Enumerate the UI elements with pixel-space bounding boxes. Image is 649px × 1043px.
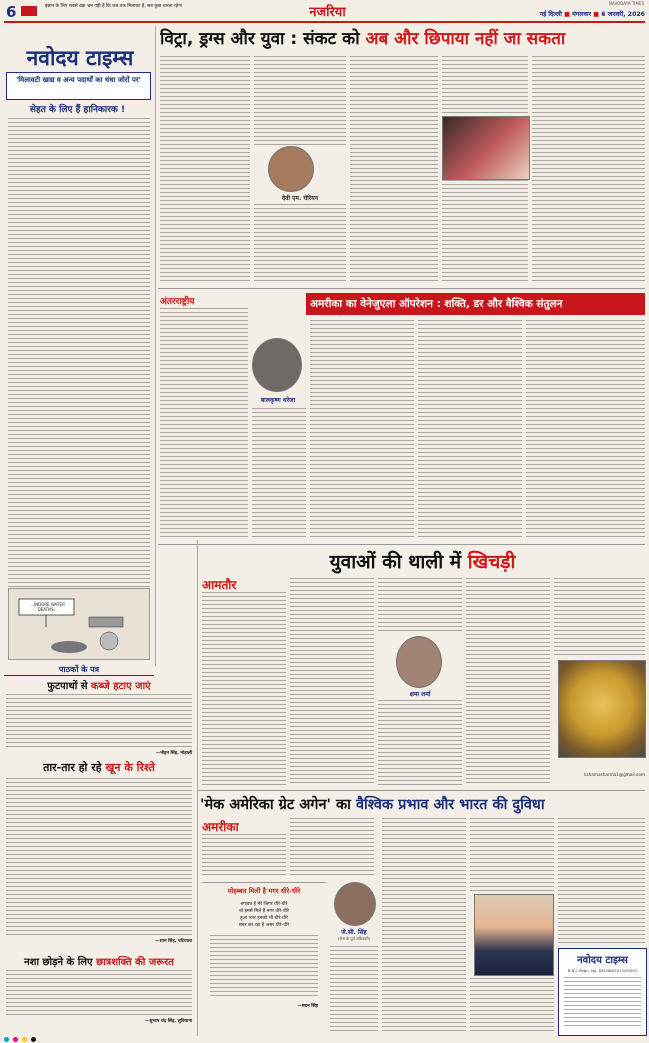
letter-1-body [6, 694, 192, 748]
imprint-brand: नवोदय टाइम्स [577, 955, 628, 966]
venezuela-body-col-1 [160, 308, 248, 540]
letter-1-signature: —मोहन सिंह, मोहाली [155, 751, 192, 756]
letter-2-body [6, 778, 192, 936]
letters-title: पाठकों के पत्र [4, 664, 154, 676]
letter-1-head-red: कब्जे हटाए जाएं [91, 681, 151, 692]
letter-2-headline [4, 760, 194, 775]
letters-divider [197, 540, 198, 1036]
editorial-body [8, 118, 150, 590]
masthead-brand: नवोदय टाइम्स [26, 46, 134, 70]
maga-author-photo [334, 882, 376, 926]
paper-small-title: NAVODAYA TIMES [608, 1, 644, 6]
maga-headline-black: 'मेक अमेरिका ग्रेट अगेन' का [200, 797, 351, 813]
editorial-title: 'मिलावटी खाद्य व अन्य पदार्थों का धंधा जोरों पर' [16, 76, 141, 84]
venezuela-author-photo [252, 338, 302, 392]
thali-body-col-5 [554, 578, 645, 656]
header-section-title: नजरिया [309, 5, 346, 20]
lead-author-photo [268, 146, 314, 192]
reg-cyan [4, 1037, 9, 1042]
imprint-box [558, 948, 647, 1036]
cartoon [8, 588, 150, 660]
thali-author-email: kshamasharma1@gmail.com [584, 772, 645, 777]
dateline-day: मंगलवार [572, 11, 592, 18]
lead-author-name: देवी एम. चेरियन [281, 195, 319, 202]
venezuela-body-col-4 [418, 320, 522, 540]
poem-title: मोहब्बत मिली है मगर धीरे-धीरे [227, 887, 301, 895]
dateline-sep: ■ [564, 11, 573, 18]
lead-body-col-3 [350, 56, 438, 284]
venezuela-headline: अमरीका का वेनेजुएला ऑपरेशन : शक्ति, डर और वैश्विक संतुलन [310, 298, 563, 310]
registration-marks [4, 1037, 645, 1042]
poem-line-4: सबर कर रहा है असर धीरे-धीरे [238, 923, 290, 928]
thali-headline-red: खिचड़ी [467, 551, 516, 573]
maga-photo-trump [474, 894, 554, 976]
imprint-rni: R.N.I. Regn. No. DELHIN/2013/50201 [567, 968, 638, 973]
poem-box [202, 882, 326, 1033]
dateline-city: नई दिल्ली [539, 11, 562, 18]
poem-more-lines [210, 935, 318, 999]
column-divider [155, 26, 156, 666]
maga-body-col-3 [382, 818, 466, 1032]
lead-headline-black: विट्रा, ड्रग्स और युवा : संकट को [160, 29, 360, 49]
venezuela-body-col-2 [252, 408, 306, 540]
lead-body-col-1 [160, 56, 250, 284]
thali-body-col-3a [378, 578, 462, 634]
letter-3-head-black: नशा छोड़ने के लिए [24, 957, 93, 968]
letter-3-headline [4, 954, 194, 968]
thali-author-photo [396, 636, 442, 688]
lead-headline [160, 26, 645, 52]
venezuela-body-col-3 [310, 320, 414, 540]
maga-author-name: जे.सी. सिंह [341, 929, 367, 936]
maga-headline-blue: वैश्विक प्रभाव और भारत की दुविधा [355, 797, 545, 813]
reg-magenta [13, 1037, 18, 1042]
venezuela-author-name: बालकृष्ण थरेजा [260, 397, 296, 404]
venezuela-kicker: अंतरराष्ट्रीय [160, 297, 195, 307]
dateline-sep-2: ■ [593, 11, 602, 18]
letters-section [4, 664, 194, 1036]
thali-headline [200, 548, 645, 574]
lead-body-col-2b [254, 204, 346, 284]
maga-body-col-2b [330, 946, 378, 1032]
thali-body-col-3b [378, 700, 462, 786]
thali-headline-black: युवाओं की थाली में [329, 551, 462, 573]
dateline-date: 6 जनवरी, 2026 [601, 11, 645, 18]
dateline [470, 9, 645, 18]
editorial-title-box [6, 72, 151, 100]
letter-1-head-black: फुटपाथों से [47, 681, 88, 692]
poem-line-1: बगावत है मेरे जिगर धीरे-धीरे [240, 902, 288, 907]
imprint-details [564, 977, 641, 1027]
letter-3-head-red: छात्रशक्ति की जरूरत [96, 957, 174, 968]
letter-3-body [6, 970, 192, 1016]
header-rule [4, 21, 645, 23]
venezuela-rule [158, 544, 645, 545]
thali-body-col-4 [466, 578, 550, 786]
maga-kicker: अमरीका [202, 820, 239, 834]
poem-line-3: हुआ प्यार हमको भी धीरे-धीरे [240, 916, 288, 921]
reg-yellow [22, 1037, 27, 1042]
lead-body-col-2 [254, 56, 346, 146]
thali-body-col-2 [290, 578, 374, 786]
letter-2-head-black: तार-तार हो रहे [43, 761, 102, 774]
venezuela-body-col-5 [526, 320, 645, 540]
letter-2-head-red: खून के रिश्ते [105, 761, 155, 774]
thali-photo-khichdi [558, 660, 646, 758]
maga-body-col-2a [290, 818, 374, 878]
header-quote: इंसान के लिए सबसे बड़ा भ्रम यही है कि जब तक मिलावट है, सब कुछ चलता रहेगा [45, 4, 182, 9]
thali-body-col-1 [202, 592, 286, 786]
thali-kicker: आमतौर [202, 578, 237, 592]
maga-body-col-4 [470, 818, 554, 892]
editorial-subtitle: सेहत के लिए हैं हानिकारक ! [29, 105, 126, 115]
cartoon-sign-text: ...INDORE WATER DEATHS... [30, 602, 65, 612]
lead-body-col-5 [532, 56, 645, 284]
venezuela-headline-bar [306, 293, 645, 315]
lead-headline-red: अब और छिपाया नहीं जा सकता [365, 29, 566, 49]
page-number-tag [21, 6, 37, 16]
maga-body-col-4b [470, 978, 554, 1032]
letter-2-signature: —शाम सिंह, पटियाला [155, 939, 192, 944]
letter-1-headline [4, 678, 194, 692]
lead-photo-pills [442, 116, 530, 180]
thali-author-name: क्षमा शर्मा [409, 691, 431, 698]
page-number: 6 [6, 3, 17, 21]
page-header [0, 0, 649, 24]
poem-line-2: वो हमसे मिले हैं मगर धीरे-धीरे [239, 909, 289, 914]
editorial-column [4, 26, 152, 666]
maga-headline [200, 794, 645, 814]
maga-author-note: (सेना के पूर्व अधिकारी) [337, 936, 371, 941]
reg-black [31, 1037, 36, 1042]
cartoon-drawing [9, 589, 149, 659]
thali-rule [198, 790, 645, 791]
maga-body-col-1 [202, 834, 286, 878]
poem-poet: —मदन सिंह [297, 1004, 318, 1009]
maga-body-col-5 [558, 818, 645, 944]
letter-3-signature: —सुभाष चंद्र सिंह, लुधियाना [144, 1019, 192, 1024]
lead-rule [158, 288, 645, 289]
